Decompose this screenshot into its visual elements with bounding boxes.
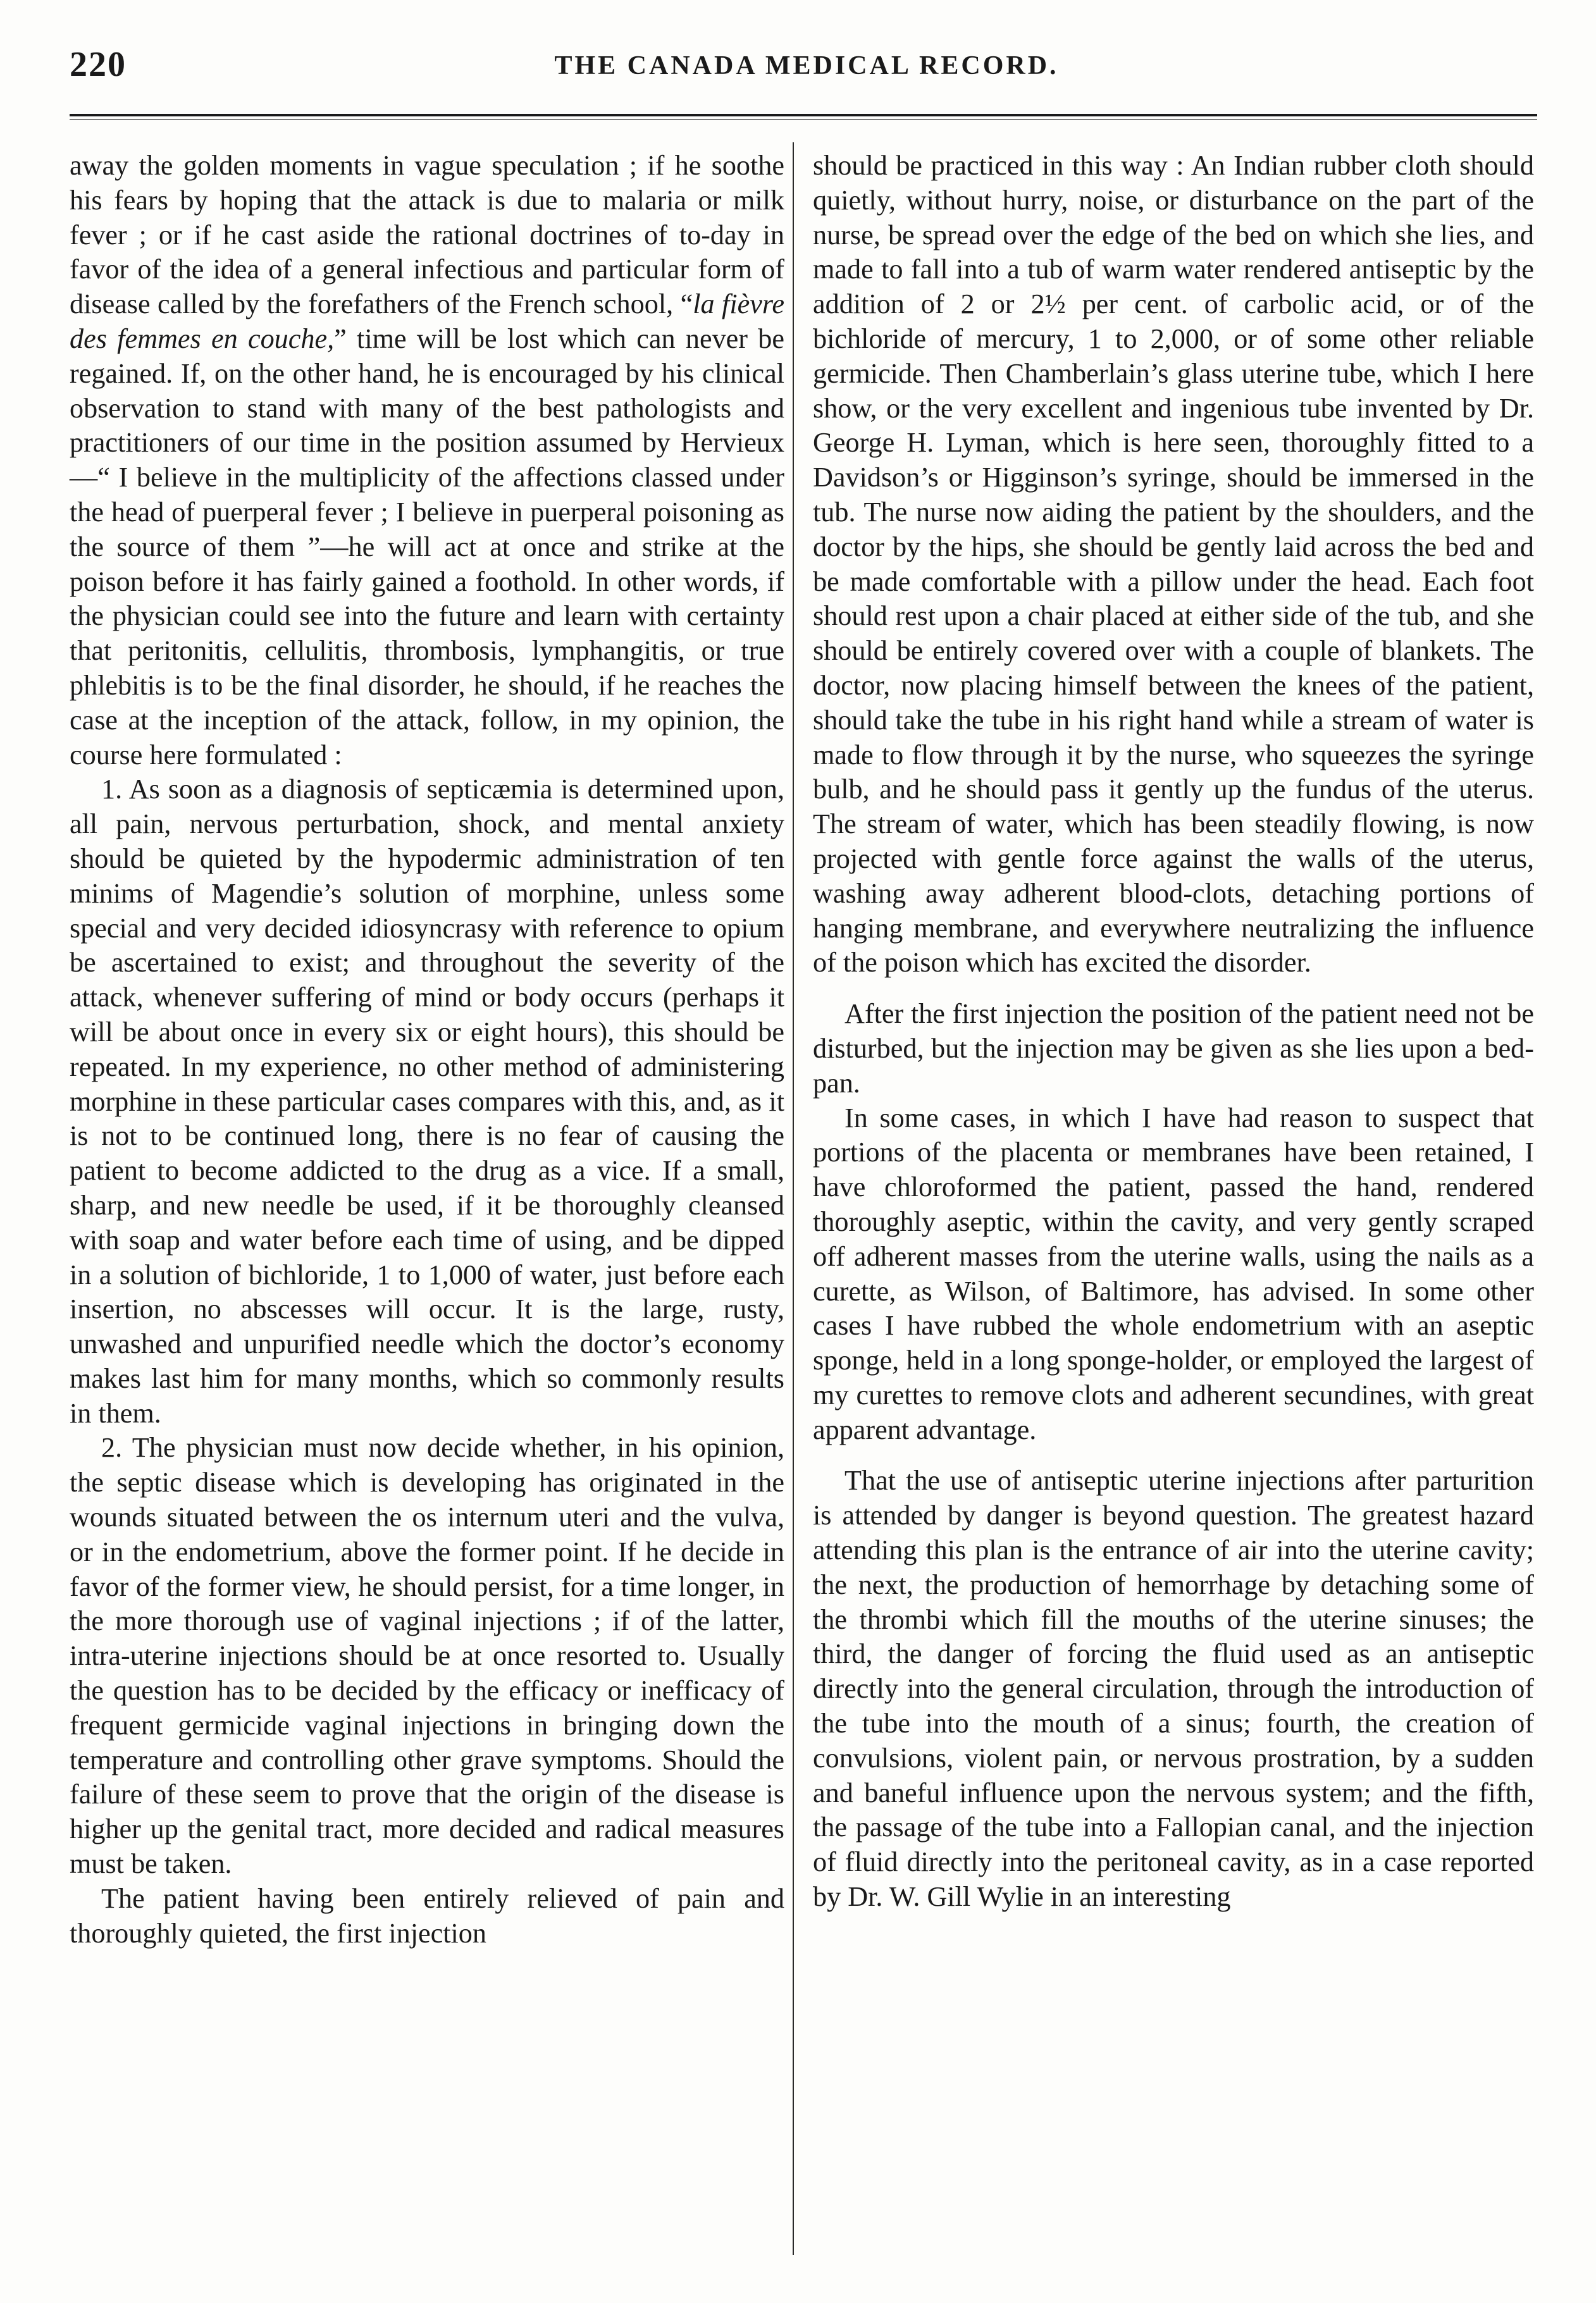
paragraph: That the use of antiseptic uterine injections after parturition is attended by danger is beyond question. The greatest hazard attending this plan is the entrance of air into the uterine cavity; the next, the production of hemorrhage by detaching some of the thrombi which fill the mouths of the uterine sinuses; the third, the danger of forcing the fluid used as an antiseptic directly into the general circulation, through the introduction of the tube into the mouth of a sinus; fourth, the creation of convulsions, violent pain, or nervous prostration, by a sudden and baneful influence upon the nervous system; and the fifth, the passage of the tube into a Fallopian canal, and the injection of fluid directly into the peritoneal cavity, as in a case reported by Dr. W. Gill Wylie in an interesting <box>813 1465 1534 1913</box>
paragraph: 1. As soon as a diagnosis of septicæmia is determined upon, all pain, nervous perturbation, shock, and mental anxiety should be quieted by the hypodermic administration of ten minims of Magendie’s solution of morphine, unless some special and very decided idiosyncrasy with reference to opium be ascertained to exist; and throughout the severity of the attack, whenever suffering of mind or body occurs (perhaps it will be about once in every six or eight hours), this should be repeated. In my experience, no other method of administering morphine in these particular cases compares with this, and, as it is not to be continued long, there is no fear of causing the patient to become addicted to the drug as a vice. If a small, sharp, and new needle be used, if it be thoroughly cleansed with soap and water before each time of using, and be dipped in a solution of bichloride, 1 to 1,000 of water, just before each insertion, no abscesses will occur. It is the large, rusty, unwashed and unpurified needle which the doctor’s economy makes last him for many months, which so commonly results in them. <box>70 774 784 1429</box>
paragraph: After the first injection the position of the patient need not be disturbed, but the injection may be given as she lies upon a bed-pan. <box>813 998 1534 1099</box>
paragraph-text: ” time will be lost which can never be regained. If, on the other hand, he is encouraged by his clinical observation to stand with many of the best pathologists and practitioners of our time in the position assumed by Hervieux—“ I believe in the multiplicity of the affections classed under the head of puerperal fever ; I believe in puerperal poisoning as the source of them ”—he will act at once and strike at the poison before it has fairly gained a foothold. In other words, if the physician could see into the future and learn with certainty that peritonitis, cellulitis, thrombosis, lymphangitis, or true phlebitis is to be the final disorder, he should, if he reaches the case at the inception of the attack, follow, in my opinion, the course here formulated : <box>70 323 784 770</box>
page-header <box>70 44 1543 101</box>
paragraph-text: away the golden moments in vague speculation ; if he soothe his fears by hoping that the attack is due to malaria or milk fever ; or if he cast aside the rational doctrines of to-day in favor of the idea of a general infectious and particular form of disease called by the forefathers of the French school, “ <box>70 150 784 320</box>
column-divider <box>793 142 794 2255</box>
left-column <box>70 149 784 1951</box>
paragraph: In some cases, in which I have had reason to suspect that portions of the placenta or membranes have been retained, I have chloroformed the patient, passed the hand, rendered thoroughly aseptic, within the cavity, and very gently scraped off adherent masses from the uterine walls, using the nails as a curette, as Wilson, of Baltimore, has advised. In some other cases I have rubbed the whole endometrium with an aseptic sponge, held in a long sponge-holder, or employed the largest of my curettes to remove clots and adherent secundines, with great apparent advantage. <box>813 1102 1534 1445</box>
header-rule <box>70 114 1537 116</box>
paragraph: The patient having been entirely relieved of pain and thoroughly quieted, the first injection <box>70 1882 784 1949</box>
journal-title: THE CANADA MEDICAL RECORD. <box>554 51 1059 80</box>
french-phrase: la fièvre des femmes en couche, <box>70 288 784 354</box>
right-column <box>813 149 1534 1915</box>
header-rule-thin <box>70 119 1537 120</box>
paragraph <box>70 149 784 772</box>
paragraph: should be practiced in this way : An Indian rubber cloth should quietly, without hurry, noise, or disturbance on the part of the nurse, be spread over the edge of the bed on which she lies, and made to fall into a tub of warm water rendered antiseptic by the addition of 2 or 2½ per cent. of carbolic acid, or of the bichloride of mercury, 1 to 2,000, or of some other reliable germicide. Then Chamberlain’s glass uterine tube, which I here show, or the very excellent and ingenious tube invented by Dr. George H. Lyman, which is here seen, thoroughly fitted to a Davidson’s or Higginson’s syringe, should be immersed in the tub. The nurse now aiding the patient by the shoulders, and the doctor by the hips, she should be gently laid across the bed and be made comfortable with a pillow under the head. Each foot should rest upon a chair placed at either side of the tub, and she should be entirely covered over with a couple of blankets. The doctor, now placing himself between the knees of the patient, should take the tube in his right hand while a stream of water is made to flow through it by the nurse, who squeezes the syringe bulb, and he should pass it gently up the fundus of the uterus. The stream of water, which has been steadily flowing, is now projected with gentle force against the walls of the uterus, washing away adherent blood-clots, detaching portions of hanging membrane, and everywhere neutralizing the influence of the poison which has excited the disorder. <box>813 150 1534 979</box>
page-number: 220 <box>70 45 127 84</box>
paragraph: 2. The physician must now decide whether, in his opinion, the septic disease which is developing has originated in the wounds situated between the os internum uteri and the vulva, or in the endometrium, above the former point. If he decide in favor of the former view, he should persist, for a time longer, in the more thorough use of vaginal injections ; if of the latter, intra-uterine injections should be at once resorted to. Usually the question has to be decided by the efficacy or inefficacy of frequent germicide vaginal injections in bringing down the temperature and controlling other grave symptoms. Should the failure of these seem to prove that the origin of the disease is higher up the genital tract, more decided and radical measures must be taken. <box>70 1432 784 1880</box>
